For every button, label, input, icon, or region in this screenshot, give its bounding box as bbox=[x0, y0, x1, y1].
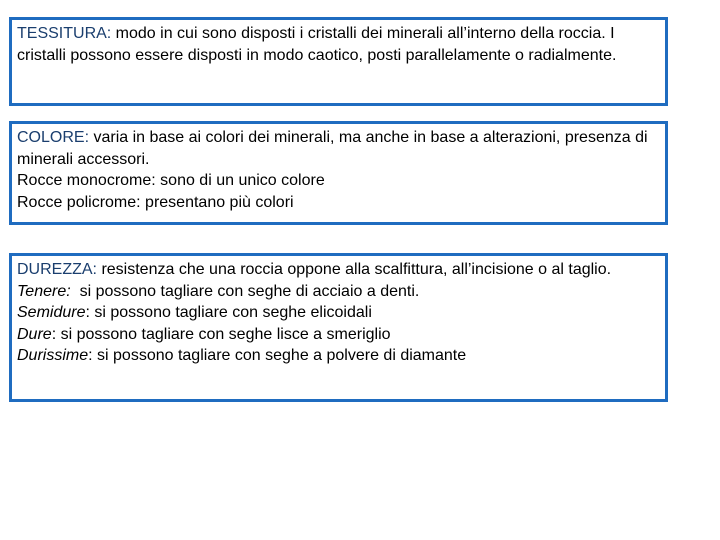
durezza-item-text: : si possono tagliare con seghe a polvere di diamante bbox=[88, 347, 467, 364]
colore-term: COLORE: bbox=[17, 129, 90, 146]
durezza-item-text: si possono tagliare con seghe di acciaio a denti. bbox=[70, 282, 420, 300]
durezza-text: resistenza che una roccia oppone alla scalfittura, all’incisione o al taglio. bbox=[97, 261, 612, 278]
durezza-item-label: Semidure bbox=[17, 304, 86, 321]
durezza-item-semidure bbox=[17, 302, 660, 324]
durezza-item-label: Tenere: bbox=[17, 282, 71, 300]
colore-line-monocrome: Rocce monocrome: sono di un unico colore bbox=[17, 172, 325, 189]
colore-text: varia in base ai colori dei minerali, ma anche in base a alterazioni, presenza di minerali accessori. bbox=[17, 129, 648, 168]
durezza-item-text: : si possono tagliare con seghe elicoidali bbox=[85, 304, 372, 321]
durezza-item-label: Durissime bbox=[17, 347, 89, 364]
colore-box bbox=[9, 121, 668, 225]
durezza-item-tenere bbox=[17, 281, 660, 303]
colore-line-policrome: Rocce policrome: presentano più colori bbox=[17, 193, 294, 211]
durezza-box bbox=[9, 253, 668, 402]
durezza-term: DUREZZA: bbox=[17, 261, 97, 278]
durezza-item-durissime bbox=[17, 345, 660, 367]
durezza-item-text: : si possono tagliare con seghe lisce a smeriglio bbox=[51, 325, 391, 343]
durezza-item-label: Dure bbox=[17, 325, 52, 343]
tessitura-term: TESSITURA: bbox=[17, 25, 112, 42]
tessitura-box bbox=[9, 17, 668, 106]
tessitura-text: modo in cui sono disposti i cristalli dei minerali all’interno della roccia. I cristalli possono essere disposti in modo caotico, posti parallelamente o radialmente. bbox=[17, 25, 617, 64]
durezza-item-dure bbox=[17, 324, 660, 346]
